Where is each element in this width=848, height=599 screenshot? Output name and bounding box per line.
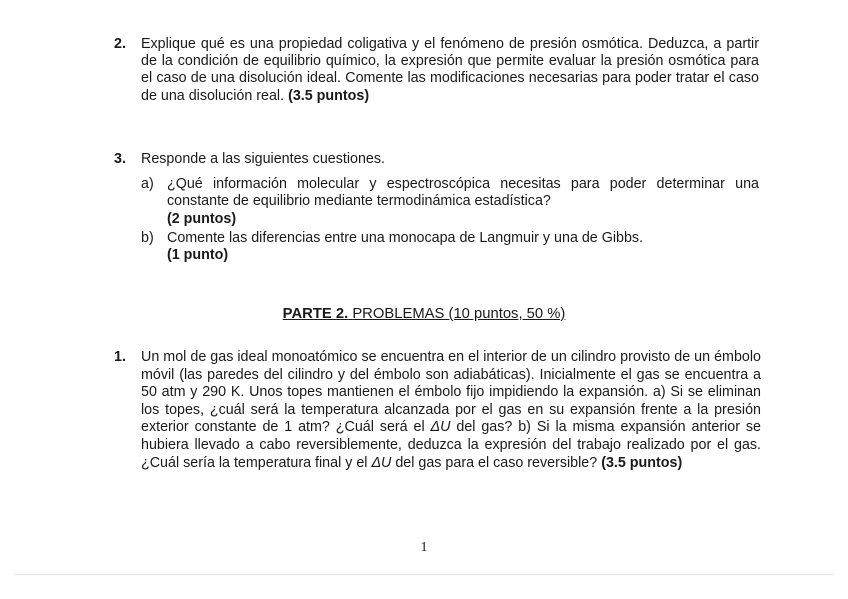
subquestion-text: Comente las diferencias entre una monocapa de Langmuir y una de Gibbs. — [167, 229, 644, 246]
subquestion-label: a) — [141, 176, 154, 193]
part-2-heading — [0, 306, 848, 322]
problem-number: 1. — [114, 349, 126, 365]
question-2 — [114, 36, 759, 105]
subquestion-points: (1 punto) — [167, 247, 229, 264]
subquestion-label: b) — [141, 229, 154, 246]
subquestion-b — [141, 230, 759, 264]
problem-points: (3.5 puntos) — [601, 454, 683, 471]
problem-text-2: del gas? b) Si la misma expansión anterior se hubiera llevado a cabo reversiblemente, deduzca la expresión del trabajo realizado por el gas. ¿Cuál sería la temperatura final y el — [141, 419, 761, 471]
question-intro: Responde a las siguientes cuestiones. — [141, 151, 385, 167]
question-3 — [114, 151, 759, 264]
subquestion-a — [141, 176, 759, 228]
subquestion-points: (2 puntos) — [167, 210, 237, 227]
problem-text-1: Un mol de gas ideal monoatómico se encuentra en el interior de un cilindro provisto de un émbolo móvil (las paredes del cilindro y del émbolo son adiabáticas). Inicialmente el gas se encuentra a 50 atm y 290 K. Unos topes mantienen el émbolo fijo impidiendo la expansión. a) Si se eliminan los topes, ¿cuál será la temperatura alcanzada por el gas en su expansión frente a la presión exterior constante de 1 atm? ¿Cuál será el — [141, 349, 761, 436]
part-title: PROBLEMAS (10 puntos, 50 %) — [352, 306, 566, 322]
question-text: Explique qué es una propiedad coligativa y el fenómeno de presión osmótica. Deduzca, a partir de la condición de equilibrio químico, la expresión que permite evaluar la presión osmótica para el caso de una disolución ideal. Comente las modificaciones necesarias para poder tratar el caso de una disolución real. — [141, 36, 759, 104]
problem-1 — [114, 349, 761, 472]
question-number: 3. — [114, 151, 126, 167]
part-label: PARTE 2. — [282, 306, 349, 322]
question-points: (3.5 puntos) — [288, 87, 370, 104]
page-number: 1 — [420, 540, 428, 555]
problem-text-3: del gas para el caso reversible? — [391, 454, 602, 471]
delta-u-symbol: ΔU — [371, 454, 392, 471]
page-edge — [14, 574, 834, 575]
delta-u-symbol: ΔU — [430, 419, 451, 436]
question-number: 2. — [114, 36, 126, 52]
subquestion-text: ¿Qué información molecular y espectroscópica necesitas para poder determinar una constante de equilibrio mediante termodinámica estadística? — [167, 176, 759, 210]
